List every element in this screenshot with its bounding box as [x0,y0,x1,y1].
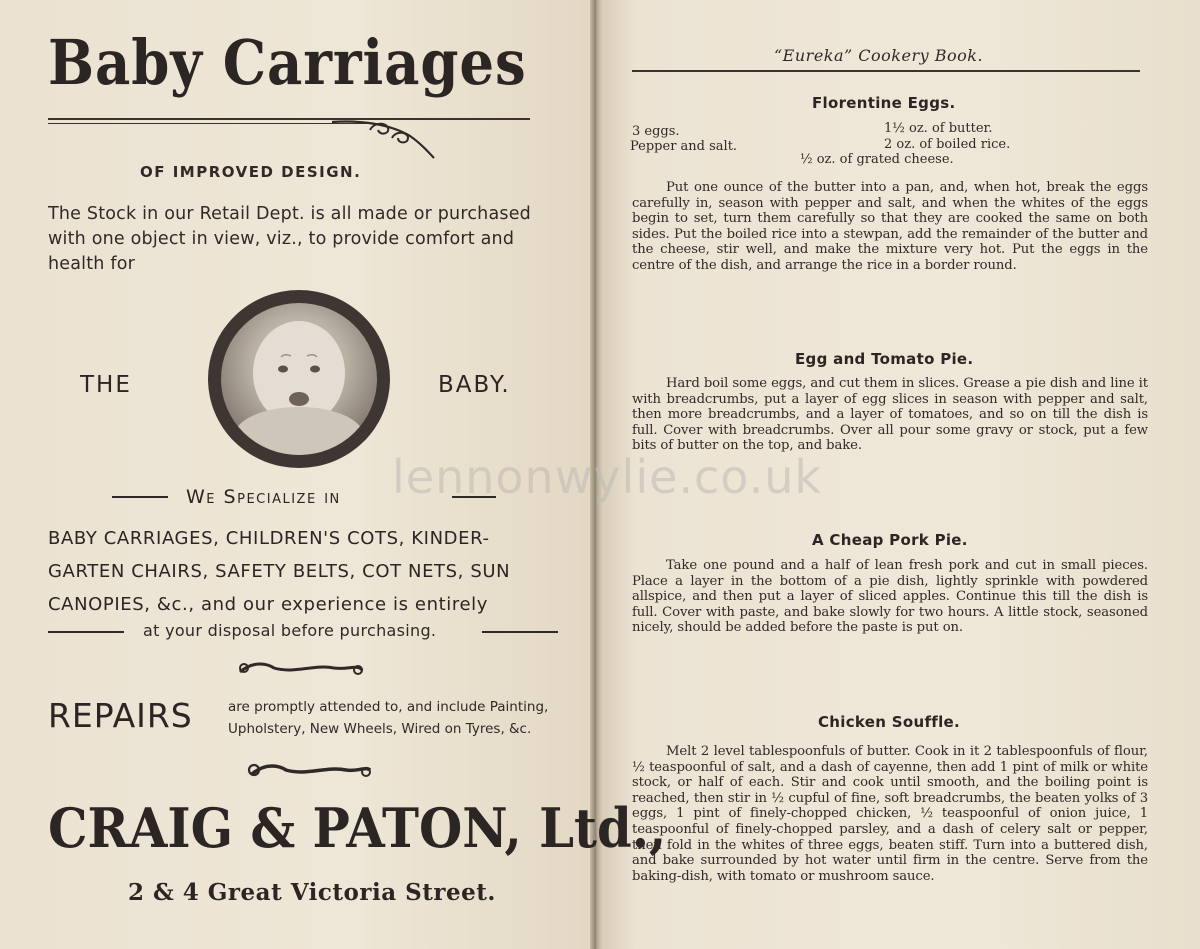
baby-label: BABY. [438,372,511,398]
company-name: CRAIG & PATON, Ltd., [48,796,667,860]
disposal-rule-right [482,631,558,633]
recipe-text-cheap-pork-pie: Take one pound and a half of lean fresh pork and cut in small pieces. Place a layer in the bottom of a pie dish, lightly sprinkle with powdered allspice, and then put a layer of sliced apples. Continue this till the dish is full. Cover with paste, and bake slowly for two hours. A little stock, seasoned nicely, should be added before the paste is put on. [632,558,1148,636]
recipe-text-florentine-eggs: Put one ounce of the butter into a pan, and, when hot, break the eggs carefully in, season with pepper and salt, and when the whites of the eggs begin to set, turn them carefully so that they are cooked the same on both sides. Put the boiled rice into a stewpan, add the remainder of the butter and the cheese, stir well, and make the mixture very hot. Put the eggs in the centre of the dish, and arrange the rice in a border round. [632,180,1148,273]
recipe-title-egg-tomato-pie: Egg and Tomato Pie. [795,350,974,368]
running-head: “Eureka” Cookery Book. [774,46,984,65]
recipe-title-cheap-pork-pie: A Cheap Pork Pie. [812,531,968,549]
recipe-title-florentine-eggs: Florentine Eggs. [812,94,956,112]
company-flourish-icon [244,756,374,784]
ad-subtitle: OF IMPROVED DESIGN. [140,163,362,181]
ingredient: Pepper and salt. [630,139,738,154]
repairs-heading: REPAIRS [48,696,193,735]
ad-title: Baby Carriages [48,26,527,99]
ingredient: 1½ oz. of butter. [884,121,993,136]
watermark: lennonwylie.co.uk [392,450,823,504]
ingredient: 2 oz. of boiled rice. [884,137,1011,152]
specialize-heading: We Specialize in [186,486,341,508]
title-rule [48,118,530,120]
disposal-rule-left [48,631,124,633]
recipe-title-chicken-souffle: Chicken Souffle. [818,713,961,731]
baby-portrait-photo [221,303,377,455]
divider-flourish-icon [234,656,368,682]
running-head-rule [632,70,1140,72]
title-rule-thin [48,123,378,124]
ingredient: 3 eggs. [632,124,680,139]
the-label: THE [80,372,132,398]
company-address: 2 & 4 Great Victoria Street. [128,879,496,906]
ad-intro-text: The Stock in our Retail Dept. is all made or purchased with one object in view, viz., to provide comfort and health for [48,204,531,274]
disposal-text: at your disposal before purchasing. [143,621,437,640]
recipe-text-egg-tomato-pie: Hard boil some eggs, and cut them in slices. Grease a pie dish and line it with breadcrumbs, put a layer of egg slices in season with pepper and salt, then more breadcrumbs, and a layer of tomatoes, and so on till the dish is full. Cover with breadcrumbs. Over all pour some gravy or stock, put a few bits of butter on the top, and bake. [632,376,1148,454]
repairs-description: are promptly attended to, and include Painting, Upholstery, New Wheels, Wired on Tyres, &c. [228,699,549,737]
specialize-list: BABY CARRIAGES, CHILDREN'S COTS, KINDER-GARTEN CHAIRS, SAFETY BELTS, COT NETS, SUN CANOPIES, &c., and our experience is entirely [48,528,511,615]
baby-portrait-frame [208,290,390,468]
recipe-text-chicken-souffle: Melt 2 level tablespoonfuls of butter. Cook in it 2 tablespoonfuls of flour, ½ teaspoonful of salt, and a dash of cayenne, then add 1 pint of milk or white stock, or half of each. Stir and cook until smooth, and the boiling point is reached, then stir in ½ cupful of fine, soft breadcrumbs, the beaten yolks of 3 eggs, 1 pint of finely-chopped chicken, ½ teaspoonful of onion juice, 1 teaspoonful of finely-chopped parsley, and a dash of celery salt or pepper, then fold in the whites of three eggs, beaten stiff. Turn into a buttered dish, and bake surrounded by hot water until firm in the centre. Serve from the baking-dish, with tomato or mushroom sauce. [632,744,1148,884]
baby-face-icon [221,303,377,455]
specialize-rule-left [112,496,168,498]
ingredient: ½ oz. of grated cheese. [800,152,954,167]
title-flourish-icon [330,116,440,162]
